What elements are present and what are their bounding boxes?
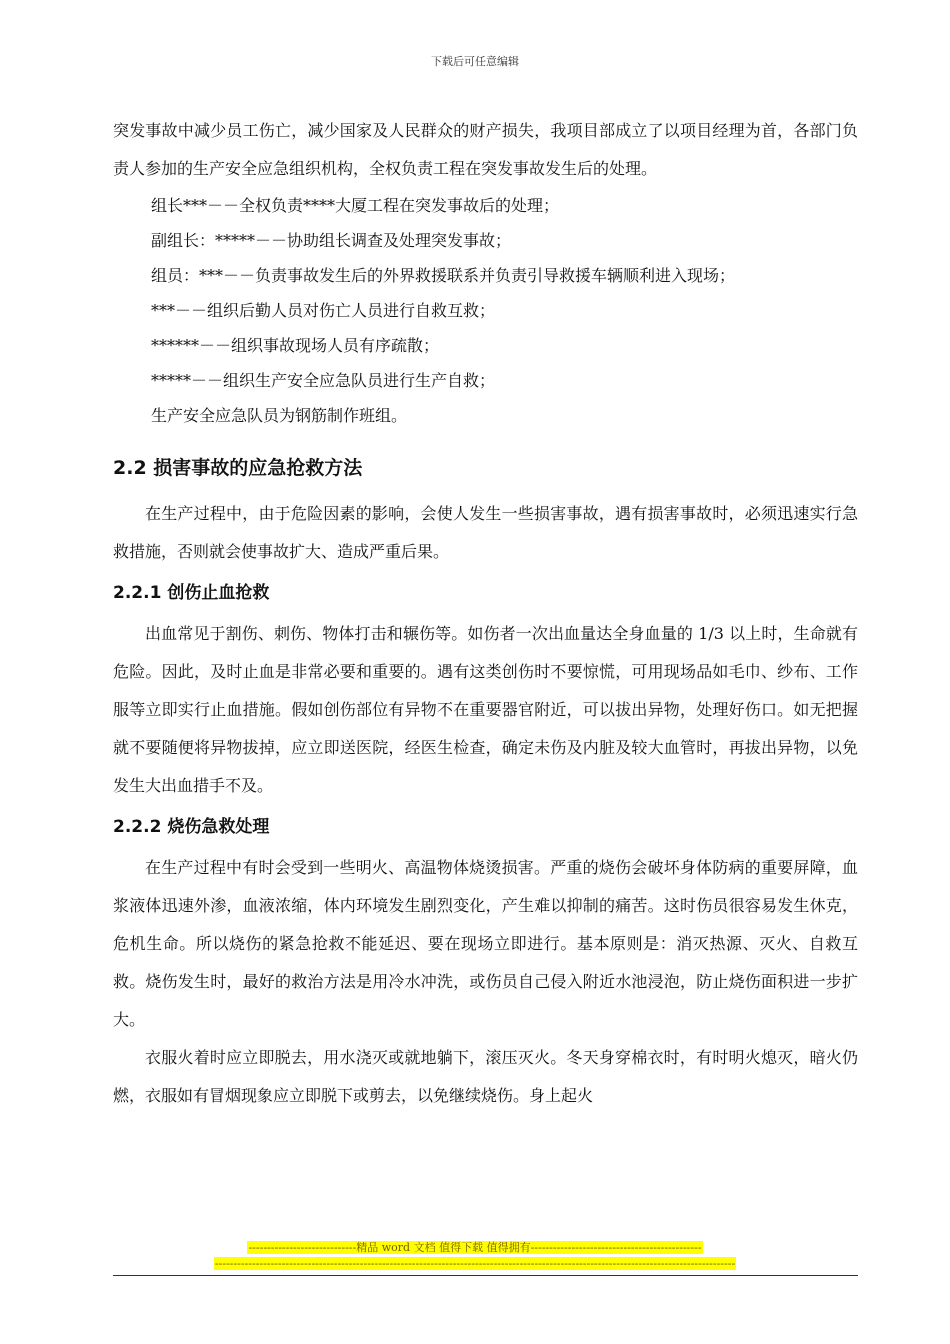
role-line-leader: 组长***－－全权负责****大厦工程在突发事故后的处理； — [151, 196, 560, 215]
role-list — [113, 188, 858, 433]
role-line-evacuation: ******－－组织事故现场人员有序疏散； — [151, 336, 440, 355]
role-line-member: 组员：***－－负责事故发生后的外界救援联系并负责引导救援车辆顺利进入现场； — [151, 266, 736, 285]
footer-banner-line-1: -----------------------------精品 word 文档 值得下载 值得拥有---------------------------------------------- — [248, 1241, 702, 1254]
section-heading-2-2-2: 2.2.2 烧伤急救处理 — [113, 817, 270, 837]
section-heading-2-2: 2.2 损害事故的应急抢救方法 — [113, 457, 363, 479]
intro-paragraph: 突发事故中减少员工伤亡，减少国家及人民群众的财产损失，我项目部成立了以项目经理为首，各部门负责人参加的生产安全应急组织机构，全权负责工程在突发事故发生后的处理。 — [113, 121, 858, 178]
section-2-2-2-paragraph-2: 衣服火着时应立即脱去，用水浇灭或就地躺下，滚压灭火。冬天身穿棉衣时，有时明火熄灭，暗火仍燃，衣服如有冒烟现象应立即脱下或剪去，以免继续烧伤。身上起火 — [113, 1048, 858, 1105]
role-line-self-rescue: *****－－组织生产安全应急队员进行生产自救； — [151, 371, 496, 390]
section-heading-2-2-1: 2.2.1 创伤止血抢救 — [113, 583, 270, 603]
document-body — [113, 112, 858, 1115]
section-2-2-1-paragraph: 出血常见于割伤、刺伤、物体打击和辗伤等。如伤者一次出血量达全身血量的 1/3 以上时，生命就有危险。因此，及时止血是非常必要和重要的。遇有这类创伤时不要惊慌，可用现场品如毛巾、纱布、工作服等立即实行止血措施。假如创伤部位有异物不在重要器官附近，可以拔出异物，处理好伤口。如无把握就不要随便将异物拔掉，应立即送医院，经医生检查，确定未伤及内脏及较大血管时，再拔出异物，以免发生大出血措手不及。 — [113, 624, 858, 795]
page-footer — [0, 1240, 950, 1272]
footer-divider — [113, 1275, 858, 1276]
page-header: 下载后可任意编辑 — [431, 55, 519, 68]
role-line-logistics: ***－－组织后勤人员对伤亡人员进行自救互救； — [151, 301, 496, 320]
role-line-team: 生产安全应急队员为钢筋制作班组。 — [151, 406, 408, 425]
role-line-deputy: 副组长：*****－－协助组长调查及处理突发事故； — [151, 231, 512, 250]
section-2-2-2-paragraph-1: 在生产过程中有时会受到一些明火、高温物体烧烫损害。严重的烧伤会破坏身体防病的重要屏障，血浆液体迅速外渗，血液浓缩，体内环境发生剧烈变化，产生难以抑制的痛苦。这时伤员很容易发生休克，危机生命。所以烧伤的紧急抢救不能延迟、要在现场立即进行。基本原则是：消灭热源、灭火、自救互救。烧伤发生时，最好的救治方法是用冷水冲洗，或伤员自己侵入附近水池浸泡，防止烧伤面积进一步扩大。 — [113, 858, 858, 1029]
section-2-2-paragraph: 在生产过程中，由于危险因素的影响，会使人发生一些损害事故，遇有损害事故时，必须迅速实行急救措施，否则就会使事故扩大、造成严重后果。 — [113, 504, 858, 561]
footer-banner-line-2: -------------------------------------------------------------------------------------------------------------------------------------------- — [214, 1257, 736, 1270]
